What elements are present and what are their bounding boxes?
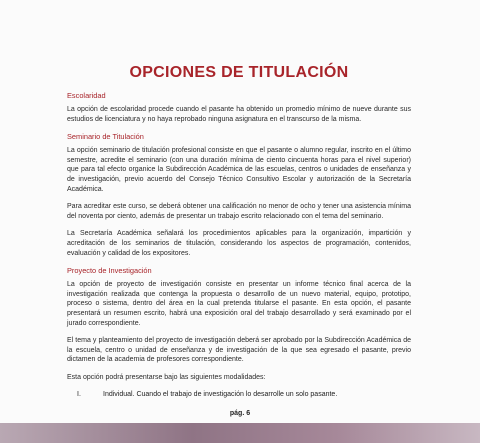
list-item-number: I. — [77, 391, 81, 399]
page-title: OPCIONES DE TITULACIÓN — [129, 64, 349, 81]
list-item-text: Individual. Cuando el trabajo de investigación lo desarrolle un solo pasante. — [103, 391, 338, 399]
heading-escolaridad: Escolaridad — [67, 91, 106, 100]
list-item — [67, 390, 411, 400]
paragraph-proyecto-2: El tema y planteamiento del proyecto de investigación deberá ser aprobado por la Subdirección Académica de la escuela, centro o unidad de enseñanza y de investigación de la que sea egresado el pasante, previo dictamen de la academia de profesores correspondiente. — [67, 337, 411, 364]
decorative-bottom-band — [0, 423, 480, 443]
page-number: pág. 6 — [229, 410, 251, 417]
paragraph-seminario-3: La Secretaría Académica señalará los procedimientos aplicables para la organización, impartición y acreditación de los seminarios de titulación, considerando los aspectos de programación, contenidos, evaluación y calidad de los expositores. — [67, 230, 411, 257]
paragraph-escolaridad: La opción de escolaridad procede cuando el pasante ha obtenido un promedio mínimo de nueve durante sus estudios de licenciatura y no haya reprobado ninguna asignatura en el transcurso de la misma. — [67, 106, 411, 123]
paragraph-proyecto-3: Esta opción podrá presentarse bajo las siguientes modalidades: — [67, 373, 266, 381]
paragraph-seminario-1: La opción seminario de titulación profesional consiste en que el pasante o alumno regular, inscrito en el último semestre, acredite el seminario (con una duración mínima de ciento cincuenta horas para el nivel superior) que para tal efecto organice la Subdirección Académica de las escuelas, centros o unidades de enseñanza y de investigación, previo acuerdo del Consejo Técnico Consultivo Escolar y autorización de la Secretaría Académica. — [67, 147, 411, 193]
heading-proyecto: Proyecto de Investigación — [67, 266, 152, 276]
paragraph-seminario-2: Para acreditar este curso, se deberá obtener una calificación no menor de ocho y tener una asistencia mínima del noventa por ciento, además de presentar un trabajo escrito relacionado con el tema del seminario. — [67, 203, 411, 220]
heading-seminario: Seminario de Titulación — [67, 132, 144, 142]
paragraph-proyecto-1: La opción de proyecto de investigación consiste en presentar un informe técnico final acerca de la investigación realizada que contenga la propuesta o desarrollo de un nuevo material, equipo, prototipo, proceso o sistema, dentro del área en la cual pretenda titularse el pasante. En esta opción, el pasante presentará un resumen escrito, habrá una exposición oral del trabajo desarrollado y será examinado por el jurado correspondiente. — [67, 281, 411, 327]
page-content — [67, 64, 411, 400]
